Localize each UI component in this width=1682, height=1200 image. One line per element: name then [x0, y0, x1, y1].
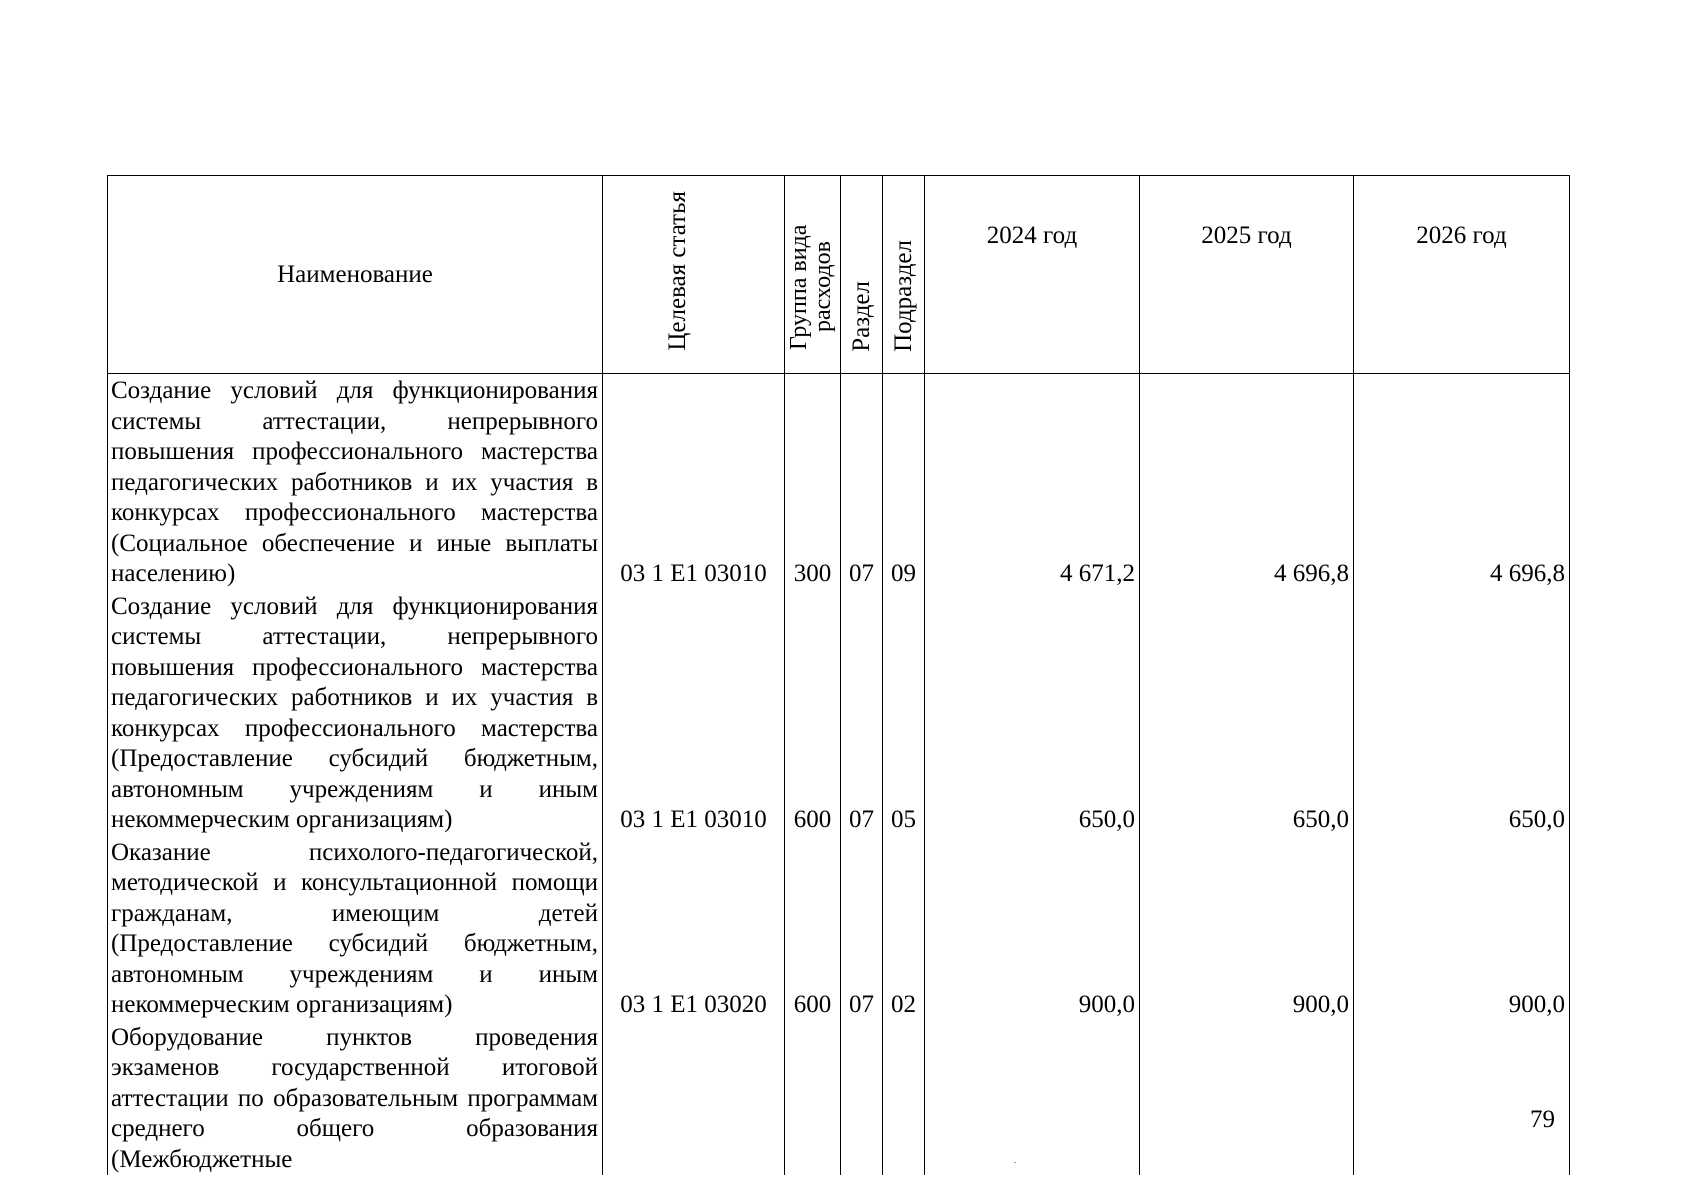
row-expense-group: 600 [785, 590, 841, 836]
row-value-2025: 650,0 [1140, 590, 1354, 836]
table-header-row [108, 176, 1570, 374]
row-name: Создание условий для функционирования системы аттестации, непрерывного повышения профессионального мастерства педагогических работников и их участия в конкурсах профессионального мастерства (Предоставление субсидий бюджетным, автономным учреждениям и иным некоммерческим организациям) [108, 590, 603, 836]
header-name: Наименование [108, 176, 603, 374]
row-target-article: 03 1 E1 03020 [603, 836, 785, 1021]
header-target-article: Целевая статья [603, 176, 785, 374]
row-value-2025: 4 696,8 [1140, 374, 1354, 590]
row-subsection: 05 [883, 590, 925, 836]
row-value-2026: 900,0 [1354, 836, 1570, 1021]
page-number: 79 [1530, 1106, 1555, 1133]
row-subsection: 02 [883, 836, 925, 1021]
header-subsection: Подраздел [883, 176, 925, 374]
table-row [108, 590, 1570, 836]
row-target-article: 03 1 E1 03010 [603, 374, 785, 590]
header-2025: 2025 год [1140, 176, 1354, 374]
row-name: Создание условий для функционирования системы аттестации, непрерывного повышения профессионального мастерства педагогических работников и их участия в конкурсах профессионального мастерства (Социальное обеспечение и иные выплаты населению) [108, 374, 603, 590]
header-2024: 2024 год [925, 176, 1140, 374]
row-section: 07 [841, 590, 883, 836]
header-2026: 2026 год [1354, 176, 1570, 374]
table-row-continued [108, 1021, 1570, 1176]
row-value-2024: 4 671,2 [925, 374, 1140, 590]
row-expense-group: 600 [785, 836, 841, 1021]
row-value-2026: 650,0 [1354, 590, 1570, 836]
row-value-2024: 900,0 [925, 836, 1140, 1021]
row-subsection: 09 [883, 374, 925, 590]
row-name-continued: Оборудование пунктов проведения экзаменов государственной итоговой аттестации по образовательным программам среднего общего образования (Межбюджетные [108, 1021, 603, 1176]
header-expense-group: Группа вида расходов [785, 176, 841, 374]
row-value-2026: 4 696,8 [1354, 374, 1570, 590]
table-row [108, 836, 1570, 1021]
row-value-2025: 900,0 [1140, 836, 1354, 1021]
row-section: 07 [841, 836, 883, 1021]
row-value-2024: 650,0 [925, 590, 1140, 836]
row-expense-group: 300 [785, 374, 841, 590]
row-name: Оказание психолого-педагогической, методической и консультационной помощи гражданам, имеющим детей (Предоставление субсидий бюджетным, автономным учреждениям и иным некоммерческим организациям) [108, 836, 603, 1021]
header-section: Раздел [841, 176, 883, 374]
scan-speck [1014, 1162, 1016, 1163]
row-section: 07 [841, 374, 883, 590]
row-target-article: 03 1 E1 03010 [603, 590, 785, 836]
table-row [108, 374, 1570, 590]
budget-table [107, 175, 1570, 1175]
